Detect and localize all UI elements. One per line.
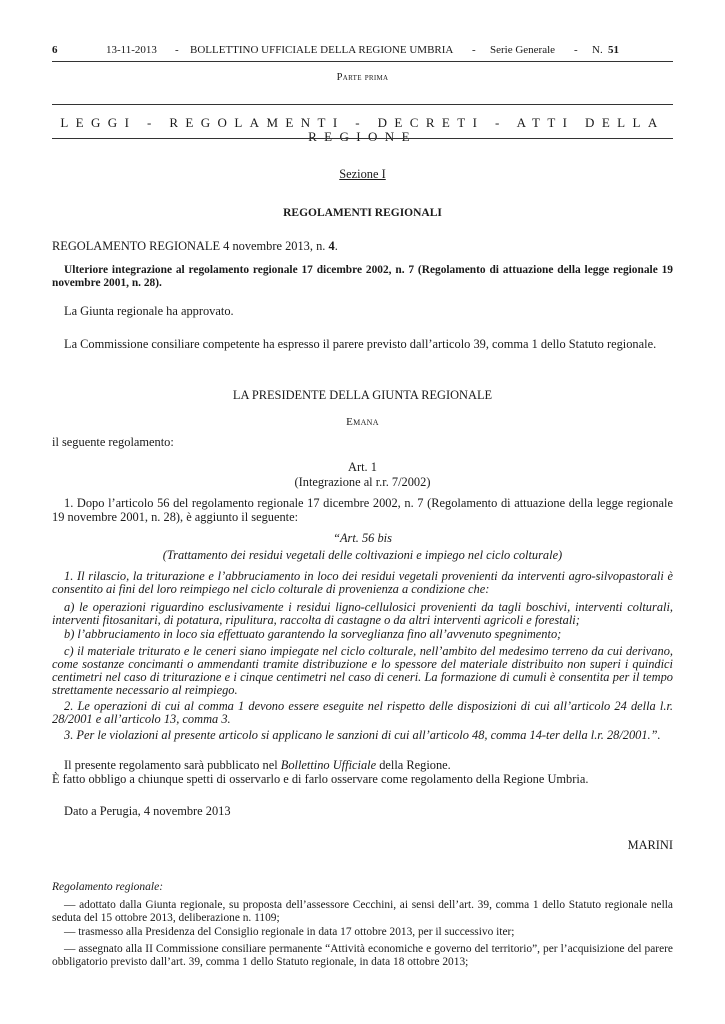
header-separator: - [175, 44, 179, 56]
section-label [52, 167, 673, 181]
section-banner: LEGGI - REGOLAMENTI - DECRETI - ATTI DELLA REGIONE [60, 115, 665, 144]
header-separator: - [574, 44, 578, 56]
publication-journal: Bollettino Ufficiale [280, 758, 377, 772]
notes-heading: Regolamento regionale: [52, 881, 164, 893]
emana-heading: Emana [346, 416, 379, 428]
section-title: REGOLAMENTI REGIONALI [283, 207, 442, 219]
header-date: 13-11-2013 [106, 44, 157, 56]
section-label-text: Sezione I [339, 167, 386, 181]
note-1: — adottato dalla Giunta regionale, su proposta dell’assessore Cecchini, ai sensi dell’art. 39, comma 1 dello Statuto regionale nella seduta del 15 ottobre 2013, deliberazione n. 1109; [52, 899, 673, 924]
publication-statement [52, 758, 673, 772]
date-place: Dato a Perugia, 4 novembre 2013 [64, 804, 231, 818]
clause-2: 2. Le operazioni di cui al comma 1 devono essere eseguite nel rispetto delle disposizioni di cui all’articolo 24 della l.r. 28/2001 e all’articolo 13, comma 3. [52, 699, 673, 726]
regulation-title: Ulteriore integrazione al regolamento regionale 17 dicembre 2002, n. 7 (Regolamento di attuazione della legge regionale 19 novembre 2001, n. 28). [52, 264, 673, 289]
president-heading: LA PRESIDENTE DELLA GIUNTA REGIONALE [232, 388, 493, 402]
publication-suffix: della Regione. [379, 758, 451, 772]
header-separator: - [472, 44, 476, 56]
running-header [52, 44, 673, 58]
page-number: 6 [52, 44, 58, 56]
clause-1c: c) il materiale triturato e le ceneri siano impiegate nel ciclo colturale, nell’ambito del medesimo terreno da cui derivano, come sostanze concimanti o ammendanti tramite distribuzione e lo spessore del materiale distribuito non superi i quindici centimetri nel caso di triturazione e i cinque centimetri nel caso di ceneri. La formazione di cumuli è consentita per il tempo strettamente necessario al reimpiego. [52, 644, 673, 697]
regulation-ref-number: 4 [328, 239, 335, 253]
header-issue-prefix: N. [592, 44, 603, 56]
commission-statement: La Commissione consiliare competente ha espresso il parere previsto dall’articolo 39, comma 1 dello Statuto regionale. [64, 337, 657, 351]
note-3: — assegnato alla II Commissione consiliare permanente “Attività economiche e governo del territorio”, per l’acquisizione del parere obbligatorio previsto dall’art. 39, comma 1 dello Statuto regionale, in data 18 ottobre 2013; [52, 943, 673, 968]
inserted-article-number: “Art. 56 bis [333, 531, 392, 545]
clause-1a: a) le operazioni riguardino esclusivamente i residui ligno-cellulosici provenienti da tagli boschivi, interventi colturali, interventi fitosanitari, di potatura, ripulitura, raccolta di castagne o da altri interventi agricoli e forestali; [52, 600, 673, 627]
article-paragraph-1: 1. Dopo l’articolo 56 del regolamento regionale 17 dicembre 2002, n. 7 (Regolamento di attuazione della legge regionale 19 novembre 2001, n. 28), è aggiunto il seguente: [52, 496, 673, 524]
clause-1: 1. Il rilascio, la triturazione e l’abbruciamento in loco dei residui vegetali provenienti da interventi agro-silvopastorali è consentito ai fini del loro reimpiego nel ciclo colturale di provenienza a condizione che: [52, 569, 673, 596]
approval-statement: La Giunta regionale ha approvato. [64, 304, 234, 318]
header-issue-number: 51 [608, 44, 619, 56]
banner-top-rule [52, 104, 673, 105]
regulation-ref-prefix: REGOLAMENTO REGIONALE 4 novembre 2013, n. [52, 239, 326, 253]
obligation-statement: È fatto obbligo a chiunque spetti di osservarlo e di farlo osservare come regolamento della Regione Umbria. [52, 772, 589, 786]
article-number: Art. 1 [348, 460, 377, 474]
header-rule [52, 61, 673, 62]
banner-bottom-rule [52, 138, 673, 139]
regulation-reference [52, 239, 673, 253]
signature: MARINI [627, 838, 673, 852]
following-regulation: il seguente regolamento: [52, 435, 174, 449]
part-label: Parte prima [336, 72, 389, 83]
clause-3: 3. Per le violazioni al presente articolo si applicano le sanzioni di cui all’articolo 48, comma 14-ter della l.r. 28/2001.”. [64, 728, 661, 742]
clause-1b: b) l’abbruciamento in loco sia effettuato garantendo la sorveglianza fino all’avvenuto spegnimento; [64, 627, 562, 641]
note-2: — trasmesso alla Presidenza del Consiglio regionale in data 17 ottobre 2013, per il successivo iter; [64, 926, 515, 938]
header-publication: BOLLETTINO UFFICIALE DELLA REGIONE UMBRIA [190, 44, 454, 56]
inserted-article-title: (Trattamento dei residui vegetali delle coltivazioni e impiego nel ciclo colturale) [162, 548, 563, 562]
publication-prefix: Il presente regolamento sarà pubblicato nel [64, 758, 278, 772]
article-title: (Integrazione al r.r. 7/2002) [294, 475, 431, 489]
header-series: Serie Generale [490, 44, 556, 56]
regulation-ref-suffix: . [334, 239, 338, 253]
